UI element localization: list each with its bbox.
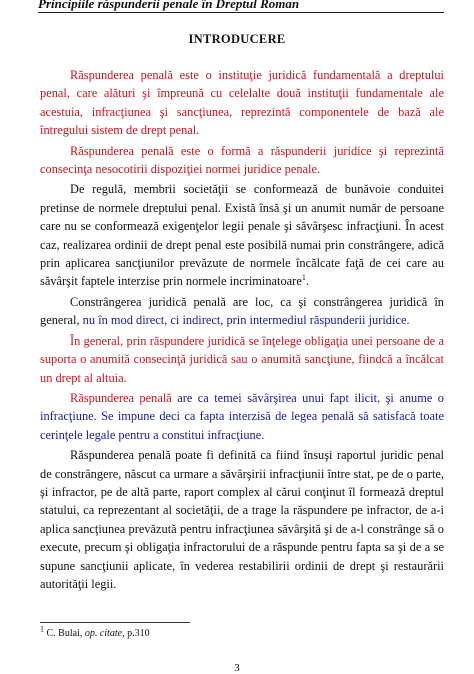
footnote-divider	[40, 622, 190, 623]
paragraph-5: În general, prin răspundere juridică se înţelege obligaţia unei persoane de a suporta o anumită consecinţă juridică sau o anumită sancţiune, fiindcă a încălcat un drept al altuia.	[40, 333, 444, 385]
paragraph-2: Răspunderea penală este o formă a răspunderii juridice şi reprezintă consecinţa nesocotirii dispoziţiei normei juridice penale.	[40, 143, 444, 177]
running-header: Principiile răspunderii penale în Dreptul Roman	[38, 0, 300, 11]
paragraph-4-text: Constrângerea juridică penală are loc, ca şi constrângerea juridică în general,	[40, 294, 444, 328]
paragraph-4-highlight: nu în mod direct, ci indirect, prin intermediul răspunderii juridice.	[82, 313, 410, 328]
footnote-number: 1	[40, 624, 44, 634]
footnote-reference: 1	[301, 273, 306, 283]
header-divider	[38, 12, 444, 13]
paragraph-6	[40, 389, 444, 444]
page-title: INTRODUCERE	[188, 32, 286, 46]
paragraph-7: Răspunderea penală poate fi definită ca fiind însuşi raportul juridic penal de constrângere, născut ca urmare a săvârşirii infracţiunii între stat, pe de o parte, şi infractor, pe de altă parte, raport complex al cărui conţinut îl formează dreptul statului, ca reprezentant al societăţii, de a trage la răspundere pe infractor, de a-i aplica sancţiunea prevăzută pentru infracţiunea săvârşită şi de a-l constrânge să o execute, precum şi obligaţia infractorului de a răspunde pentru fapta sa şi de a se supune sancţiunii aplicate, în vederea restabilirii ordinii de drept şi restaurării autorităţii legii.	[40, 448, 444, 591]
paragraph-1: Răspunderea penală este o instituţie juridică fundamentală a dreptului penal, care alături şi împreună cu celelalte două instituţii fundamentale ale acestuia, infracţiunea şi sancţiunea, reprezintă componentele de bază ale întregului sistem de drept penal.	[40, 68, 444, 138]
paragraph-4	[40, 293, 444, 330]
footnote-source: op. citate	[84, 628, 123, 639]
page-number: 3	[234, 662, 240, 674]
paragraph-3-text: De regulă, membrii societăţii se conformează de bunăvoie conduitei pretinse de normele dreptului penal. Există însă şi un anumit număr de persoane care nu se conformează exigenţelor legii penale şi săvârşesc infracţiuni. În acest caz, realizarea ordinii de drept penal este posibilă numai prin constrângere, adică prin aplicarea sancţiunilor prevăzute de normele încălcate faţă de cei care au săvârşit faptele interzise prin normele incriminatoare	[40, 182, 444, 289]
footnote	[40, 624, 150, 639]
footnote-author: C. Bulai,	[44, 628, 85, 639]
paragraph-3: De regulă, membrii societăţii se conformează de bunăvoie conduitei pretinse de normele dreptului penal. Există însă şi un anumit număr de persoane care nu se conformează exigenţelor legii penale şi săvârşesc infracţiuni. În acest caz, realizarea ordinii de drept penal este posibilă numai prin constrângere, adică prin aplicarea sancţiunilor prevăzute de normele încălcate faţă de cei care au săvârşit faptele interzise prin normele incriminatoare$^1$.	[40, 182, 444, 289]
paragraph-6-text: are ca temei săvârşirea unui fapt ilicit, şi anume o infracţiune. Se impune deci ca fapta interzisă de legea penală să satisfacă toate cerinţele legale pentru a constitui infracţiune.	[40, 390, 444, 442]
footnote-page: , p.310	[122, 628, 150, 639]
paragraph-6-lead: Răspunderea penală	[70, 390, 178, 405]
document-body	[40, 66, 444, 595]
